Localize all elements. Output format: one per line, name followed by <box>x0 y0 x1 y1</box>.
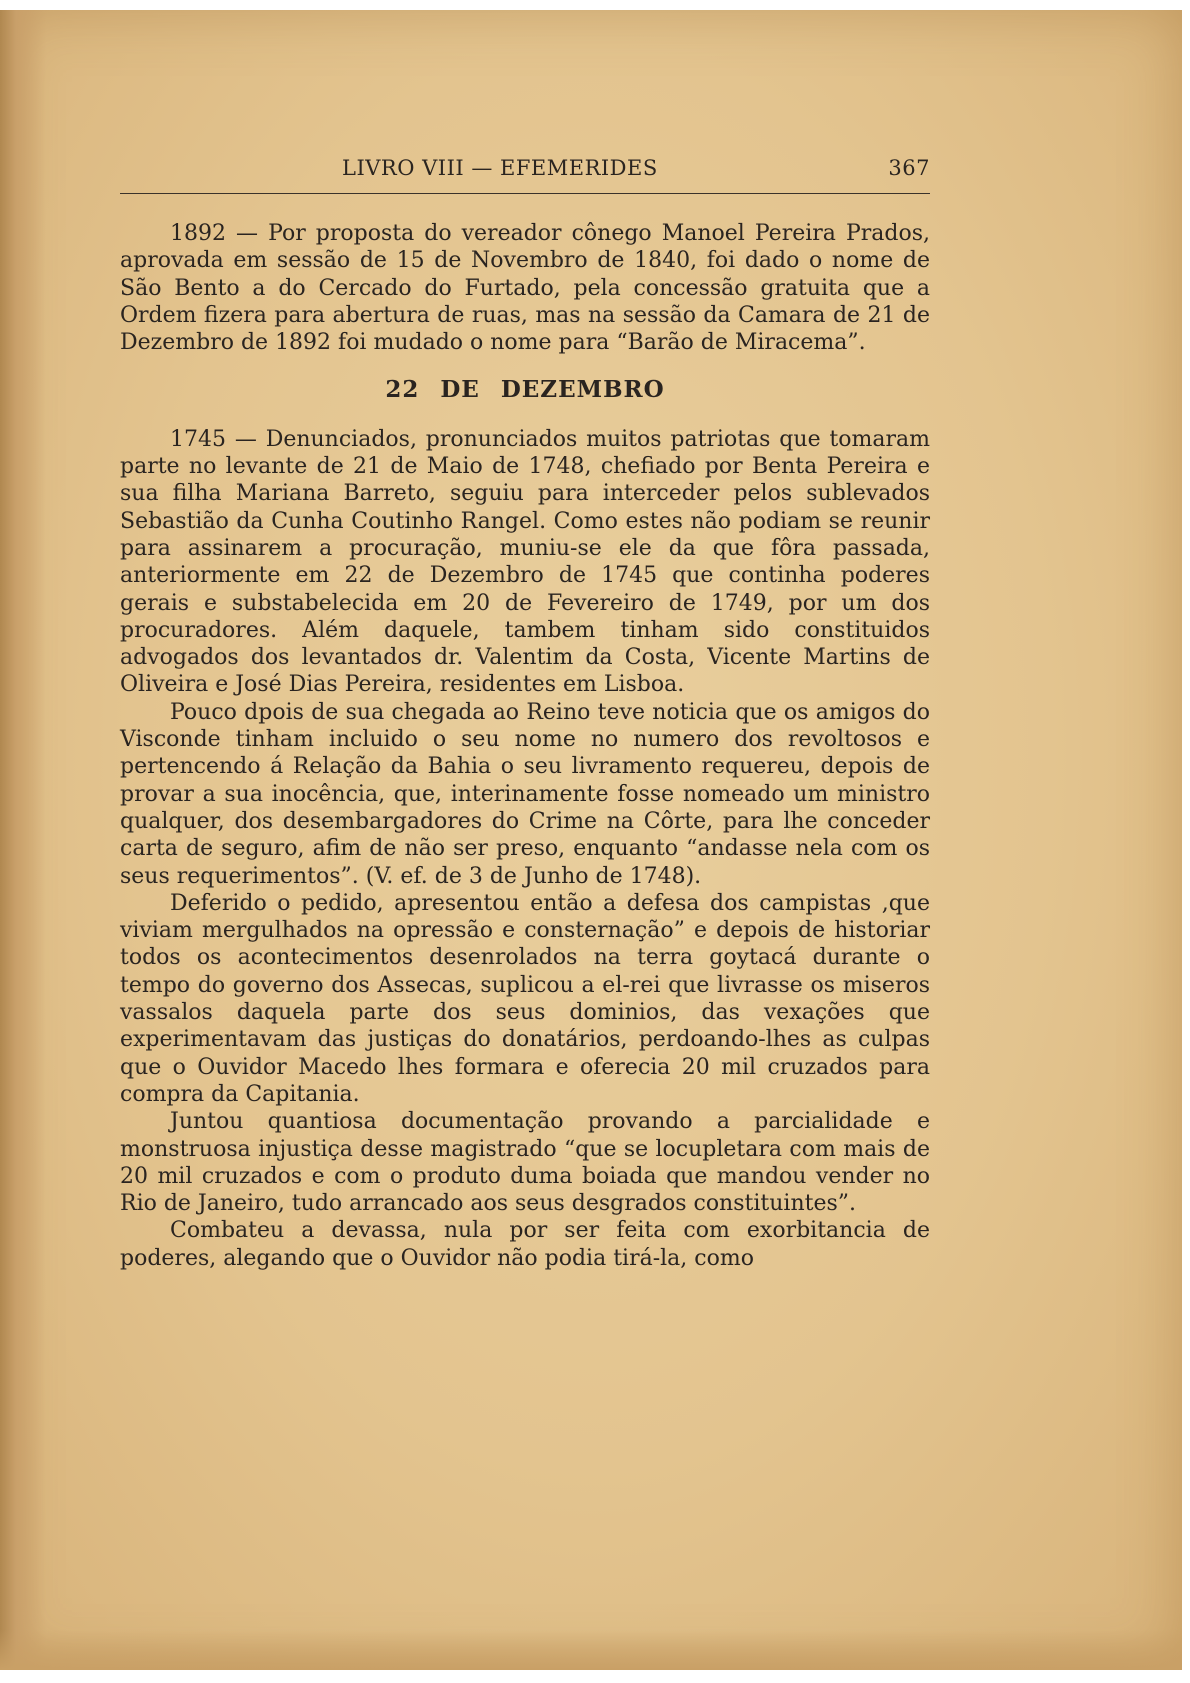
running-header <box>120 156 930 180</box>
paragraph-documentacao: Juntou quantiosa documentação provando a parcialidade e monstruosa injustiça desse magistrado “que se locupletara com mais de 20 mil cruzados e com o produto duma boiada que mandou vender no Rio de Janeiro, tudo arrancado aos seus desgrados constituintes”. <box>120 1109 930 1217</box>
header-rule <box>120 193 930 194</box>
section-heading: 22 DE DEZEMBRO <box>385 376 665 404</box>
page-left-edge-shadow <box>0 10 46 1670</box>
paragraph-reino: Pouco dpois de sua chegada ao Reino teve noticia que os amigos do Visconde tinham incluido o seu nome no numero dos revoltosos e pertencendo á Relação da Bahia o seu livramento requereu, depois de provar a sua inocência, que, interinamente fosse nomeado um ministro qualquer, dos desembargadores do Crime na Côrte, para lhe conceder carta de seguro, afim de não ser preso, enquanto “andasse nela com os seus requerimentos”. (V. ef. de 3 de Junho de 1748). <box>120 699 930 889</box>
paragraph-devassa: Combateu a devassa, nula por ser feita com exorbitancia de poderes, alegando que o Ouvidor não podia tirá-la, como <box>120 1218 930 1271</box>
entry-1892: 1892 — Por proposta do vereador cônego Manoel Pereira Prados, aprovada em sessão de 15 de Novembro de 1840, foi dado o nome de São Bento a do Cercado do Furtado, pela concessão gratuita que a Ordem fizera para abertura de ruas, mas na sessão da Camara de 21 de Dezembro de 1892 foi mudado o nome para “Barão de Miracema”. <box>120 221 930 356</box>
book-page <box>0 10 1182 1670</box>
page-body <box>120 220 930 1272</box>
paragraph-1745: 1745 — Denunciados, pronunciados muitos patriotas que tomaram parte no levante de 21 de Maio de 1748, chefiado por Benta Pereira e sua filha Mariana Barreto, seguiu para interceder pelos sublevados Sebastião da Cunha Coutinho Rangel. Como estes não podiam se reunir para assinarem a procuração, muniu-se ele da que fôra passada, anteriormente em 22 de Dezembro de 1745 que continha poderes gerais e substabelecida em 20 de Fevereiro de 1749, por um dos procuradores. Além daquele, tambem tinham sido constituidos advogados dos levantados dr. Valentim da Costa, Vicente Martins de Oliveira e José Dias Pereira, residentes em Lisboa. <box>120 426 930 698</box>
running-title: LIVRO VIII — EFEMERIDES <box>342 156 658 180</box>
page-bottom-edge-shadow <box>0 1630 1182 1670</box>
page-number: 367 <box>888 156 930 180</box>
paragraph-deferido: Deferido o pedido, apresentou então a defesa dos campistas ,que viviam mergulhados na opressão e consternação” e depois de historiar todos os acontecimentos desenrolados na terra goytacá durante o tempo do governo dos Assecas, suplicou a el-rei que livrasse os miseros vassalos daquela parte dos seus dominios, das vexações que experimentavam das justiças do donatários, perdoando-lhes as culpas que o Ouvidor Macedo lhes formara e oferecia 20 mil cruzados para compra da Capitania. <box>120 890 930 1107</box>
